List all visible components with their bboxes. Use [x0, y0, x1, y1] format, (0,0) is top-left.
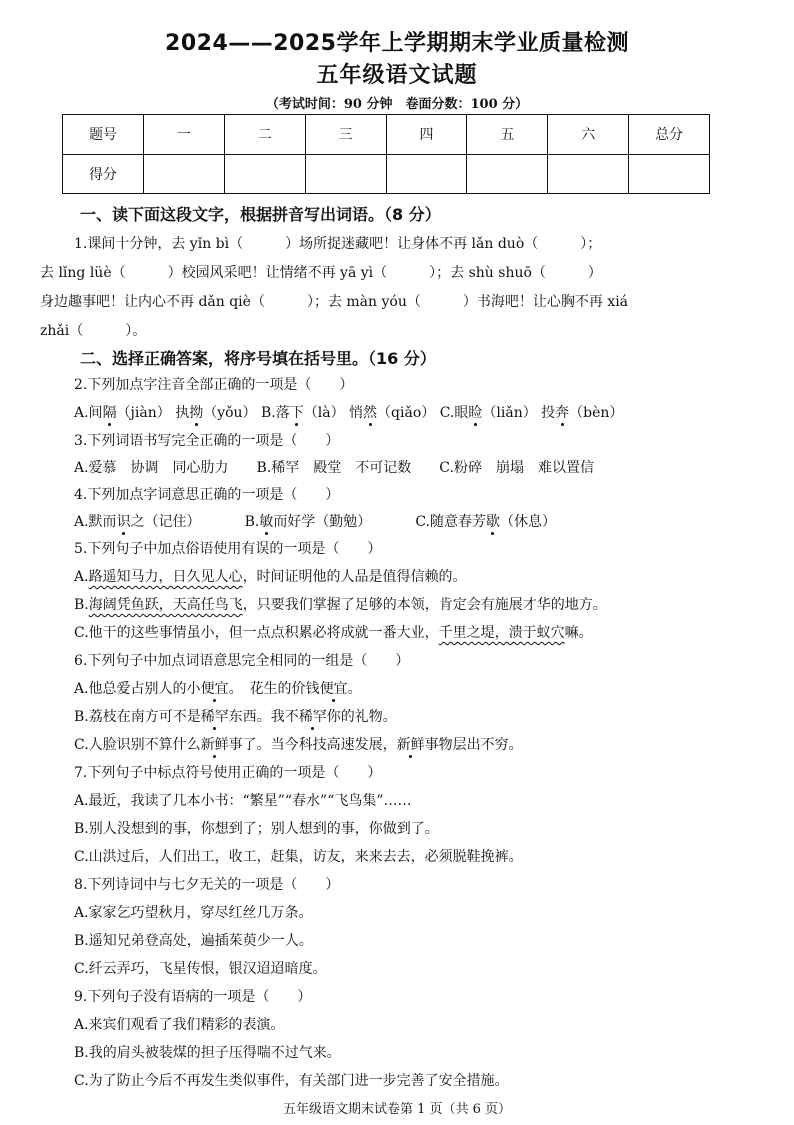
q6-stem: 6.下列句子中加点词语意思完全相同的一组是（ ） — [74, 653, 410, 669]
q6-option-a — [74, 678, 362, 698]
score-cell-2: 二 — [224, 115, 305, 155]
q4-a-pre: A.默而 — [74, 514, 117, 530]
q8-option-b: B.遥知兄弟登高处，遍插茱萸少一人。 — [74, 933, 313, 949]
q2-b2: 悄 — [349, 405, 364, 421]
q6-b-pre: B.荔枝在南方可不是 — [74, 709, 201, 725]
score-cell-label: 题号 — [63, 115, 144, 155]
q2-stem: 2.下列加点字注音全部正确的一项是（ ） — [74, 377, 354, 393]
q9-option-b: B.我的肩头被装煤的担子压得喘不过气来。 — [74, 1045, 341, 1061]
q6-b-post: 你的礼物。 — [326, 709, 397, 725]
q4-b-dot: 敏 — [259, 511, 273, 531]
q6-a-dot2: 便宜 — [320, 678, 348, 698]
q4-c-pre: C.随意春芳 — [415, 514, 486, 530]
q9-option-c: C.为了防止今后不再发生类似事件，有关部门进一步完善了安全措施。 — [74, 1073, 509, 1089]
q4-options — [74, 511, 556, 531]
q5-a-rest: ，时间证明他的人品是值得信赖的。 — [242, 569, 467, 585]
section1-line-1: 1.课间十分钟，去 yǐn bì（ ）场所捉迷藏吧！让身体不再 lǎn duò（ ）； — [74, 236, 602, 252]
q2-c1-pinyin: （liǎn） — [482, 405, 537, 421]
q6-b-dot2: 稀罕 — [299, 706, 327, 726]
exam-title-line1: 2024——2025学年上学期期末学业质量检测 — [165, 31, 629, 56]
section1-line-4: zhǎi（ ）。 — [40, 323, 147, 339]
q7-option-a: A.最近，我读了几本小书：“繁星”“春水”“飞鸟集”…… — [74, 793, 412, 809]
score-input-6[interactable] — [548, 154, 629, 194]
score-cell-4: 四 — [386, 115, 467, 155]
q4-b-post: 而好学（勤勉） — [273, 514, 372, 530]
section1-line-3: 身边趣事吧！让内心不再 dǎn qiè（ ）；去 màn yóu（ ）书海吧！让心胸不再 xiá — [40, 294, 629, 310]
q2-a1: A.间 — [74, 405, 103, 421]
score-table — [62, 114, 710, 194]
section1-heading: 一、读下面这段文字，根据拼音写出词语。（8 分） — [80, 205, 441, 224]
q2-a2-pinyin: （yǒu） — [203, 405, 257, 421]
score-input-total[interactable] — [629, 154, 710, 194]
q7-stem: 7.下列句子中标点符号使用正确的一项是（ ） — [74, 765, 382, 781]
q6-a-mid: 。 花生的价钱 — [228, 681, 320, 697]
q2-b2-dot: 然 — [363, 402, 377, 422]
q6-c-post: 事物层出不穷。 — [424, 737, 523, 753]
score-cell-total: 总分 — [629, 115, 710, 155]
q8-option-c: C.纤云弄巧，飞星传恨，银汉迢迢暗度。 — [74, 961, 327, 977]
q7-option-b: B.别人没想到的事，你想到了；别人想到的事，你做到了。 — [74, 821, 439, 837]
q8-option-a: A.家家乞巧望秋月，穿尽红丝几万条。 — [74, 905, 313, 921]
q5-option-c — [74, 622, 593, 642]
q6-option-b — [74, 706, 397, 726]
q2-options — [74, 402, 623, 422]
q2-c1: C.眼 — [439, 405, 469, 421]
q2-b2-pinyin: （qiǎo） — [377, 405, 436, 421]
score-input-1[interactable] — [143, 154, 224, 194]
q2-c1-dot: 睑 — [468, 402, 482, 422]
q6-a-pre: A.他总爱占别人的小 — [74, 681, 201, 697]
q2-a2: 执 — [175, 405, 190, 421]
q5-stem: 5.下列句子中加点俗语使用有误的一项是（ ） — [74, 541, 382, 557]
q3-stem: 3.下列词语书写完全正确的一项是（ ） — [74, 433, 340, 449]
q4-stem: 4.下列加点字词意思正确的一项是（ ） — [74, 487, 340, 503]
section2-heading: 二、选择正确答案，将序号填在括号里。（16 分） — [80, 349, 436, 368]
q7-option-c: C.山洪过后，人们出工，收工，赶集，访友，来来去去，必须脱鞋挽裤。 — [74, 849, 523, 865]
q5-b-rest: ，只要我们掌握了足够的本领，肯定会有施展才华的地方。 — [242, 597, 607, 613]
q6-option-c — [74, 734, 523, 754]
q6-b-mid: 东西。我不 — [228, 709, 299, 725]
q5-option-b: B.海阔凭鱼跃，天高任鸟飞，只要我们掌握了足够的本领，肯定会有施展才华的地方。 — [74, 597, 607, 613]
q4-c-dot: 歇 — [486, 511, 500, 531]
q2-a2-dot: 拗 — [189, 402, 203, 422]
score-cell-6: 六 — [548, 115, 629, 155]
q3-options: A.爱慕 协调 同心肋力 B.稀罕 殿堂 不可记数 C.粉碎 崩塌 难以置信 — [74, 460, 594, 476]
score-input-5[interactable] — [467, 154, 548, 194]
score-input-3[interactable] — [305, 154, 386, 194]
score-input-2[interactable] — [224, 154, 305, 194]
section1-line-2: 去 lǐng lüè（ ）校园风采吧！让情绪不再 yā yì（ ）；去 shù shuō（ ） — [40, 265, 602, 281]
q6-c-pre: C.人脸识别不算什么 — [74, 737, 201, 753]
q9-stem: 9.下列句子没有语病的一项是（ ） — [74, 989, 312, 1005]
q5-c-wavy: 千里之堤，溃于蚁穴 — [438, 625, 565, 641]
score-row-label: 得分 — [63, 154, 144, 194]
q5-a-wavy: 路遥知马力，日久见人心 — [88, 569, 243, 585]
score-table-header-row — [63, 115, 710, 155]
score-cell-1: 一 — [143, 115, 224, 155]
q8-stem: 8.下列诗词中与七夕无关的一项是（ ） — [74, 877, 340, 893]
q9-option-a: A.来宾们观看了我们精彩的表演。 — [74, 1017, 285, 1033]
q2-b1-dot: 下 — [290, 402, 304, 422]
q2-b1-pinyin: （là） — [303, 405, 345, 421]
score-cell-3: 三 — [305, 115, 386, 155]
exam-subtitle: （考试时间：90 分钟 卷面分数：100 分） — [265, 97, 529, 112]
q6-b-dot: 稀罕 — [201, 706, 229, 726]
q2-a1-pinyin: （jiàn） — [116, 405, 171, 421]
q6-c-mid: 事了。当今科技高速发展， — [228, 737, 397, 753]
q5-c-post: 嘛。 — [564, 625, 593, 641]
q4-a-post: 之（记住） — [130, 514, 201, 530]
q2-c2-dot: 奔 — [555, 402, 569, 422]
q5-c-pre: C.他干的这些事情虽小，但一点点积累必将成就一番大业， — [74, 625, 439, 641]
q4-a-dot: 识 — [117, 511, 131, 531]
page-footer: 五年级语文期末试卷第 1 页（共 6 页） — [282, 1102, 512, 1117]
q4-b-pre: B. — [244, 514, 260, 530]
exam-title-line2: 五年级语文试题 — [316, 63, 478, 88]
q5-option-a: A.路遥知马力，日久见人心，时间证明他的人品是值得信赖的。 — [74, 569, 467, 585]
q2-b1: B.落 — [261, 405, 290, 421]
q5-b-wavy: 海阔凭鱼跃，天高任鸟飞 — [88, 597, 243, 613]
score-cell-5: 五 — [467, 115, 548, 155]
q6-a-post: 。 — [347, 681, 362, 697]
q6-c-dot2: 新鲜 — [397, 734, 425, 754]
q2-a1-dot: 隔 — [103, 402, 117, 422]
q6-a-dot: 便宜 — [201, 678, 229, 698]
q2-c2: 投 — [541, 405, 556, 421]
q4-c-post: （休息） — [499, 514, 556, 530]
score-input-4[interactable] — [386, 154, 467, 194]
score-table-score-row — [63, 154, 710, 194]
q2-c2-pinyin: （bèn） — [569, 405, 624, 421]
q6-c-dot: 新鲜 — [201, 734, 229, 754]
